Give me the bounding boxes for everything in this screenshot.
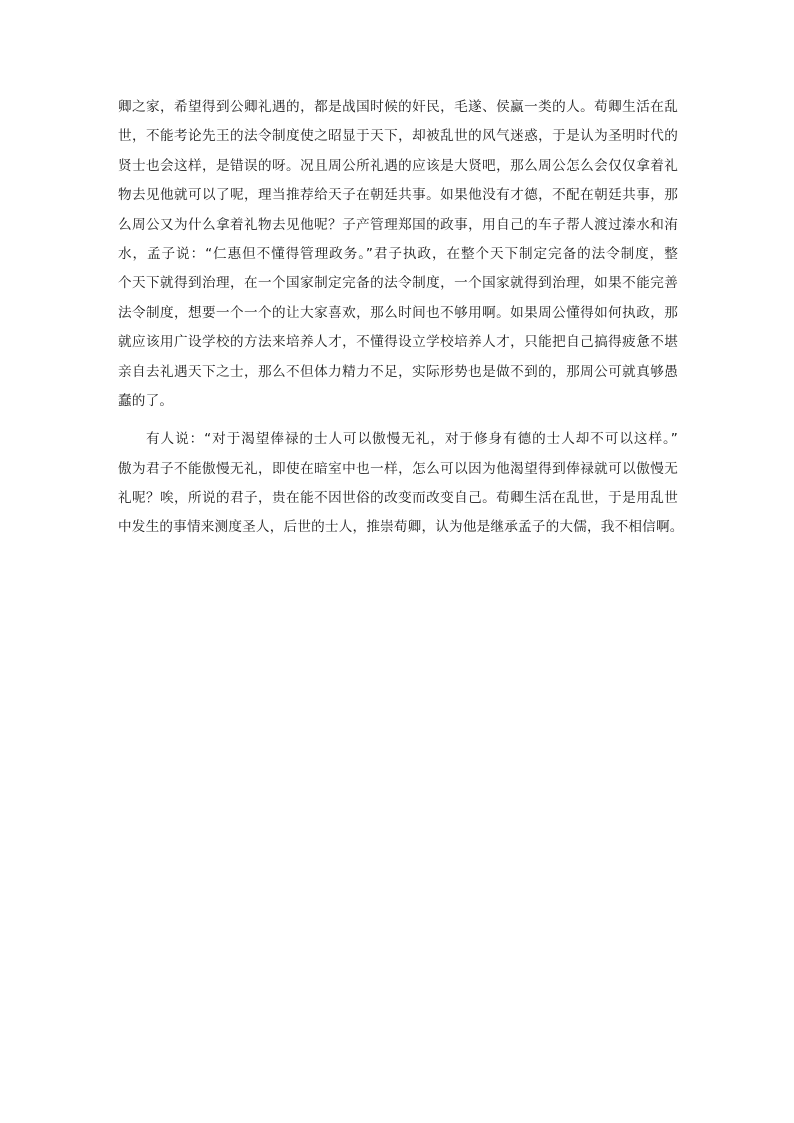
- paragraph-line: 中发生的事情来测度圣人，后世的士人，推崇荀卿，认为他是继承孟子的大儒，我不相信啊。: [118, 519, 684, 536]
- paragraph-line: 有人说：“对于渴望俸禄的士人可以傲慢无礼，对于修身有德的士人却不可以这样。”: [146, 431, 678, 448]
- paragraph-line: 礼呢？唉，所说的君子，贵在能不因世俗的改变而改变自己。荀卿生活在乱世，于是用乱世: [118, 490, 678, 507]
- paragraph-line: 傲为君子不能傲慢无礼，即使在暗室中也一样，怎么可以因为他渴望得到俸禄就可以傲慢无: [118, 460, 678, 477]
- paragraph-2: [118, 425, 684, 543]
- paragraph-line: 蠢的了。: [118, 392, 174, 409]
- paragraph-line: 世，不能考论先王的法令制度使之昭显于天下，却被乱世的风气迷惑，于是认为圣明时代的: [118, 128, 678, 145]
- paragraph-line: 水，孟子说：“仁惠但不懂得管理政务。”君子执政，在整个天下制定完备的法令制度，整: [118, 245, 678, 262]
- paragraph-1: [118, 93, 678, 416]
- paragraph-line: 么周公又为什么拿着礼物去见他呢？子产管理郑国的政事，用自己的车子帮人渡过溱水和洧: [118, 216, 678, 233]
- paragraph-line: 物去见他就可以了呢，理当推荐给天子在朝廷共事。如果他没有才德，不配在朝廷共事，那: [118, 187, 678, 204]
- paragraph-line: 法令制度，想要一个一个的让大家喜欢，那么时间也不够用啊。如果周公懂得如何执政，那: [118, 304, 678, 321]
- paragraph-line: 亲自去礼遇天下之士，那么不但体力精力不足，实际形势也是做不到的，那周公可就真够愚: [118, 363, 678, 380]
- paragraph-line: 贤士也会这样，是错误的呀。况且周公所礼遇的应该是大贤吧，那么周公怎么会仅仅拿着礼: [118, 157, 678, 174]
- paragraph-line: 就应该用广设学校的方法来培养人才，不懂得设立学校培养人才，只能把自己搞得疲惫不堪: [118, 334, 678, 351]
- paragraph-spacer: [118, 416, 678, 425]
- paragraph-line: 个天下就得到治理，在一个国家制定完备的法令制度，一个国家就得到治理，如果不能完善: [118, 275, 678, 292]
- paragraph-line: 卿之家，希望得到公卿礼遇的，都是战国时候的奸民，毛遂、侯赢一类的人。荀卿生活在乱: [118, 99, 678, 115]
- document-body: [118, 93, 684, 543]
